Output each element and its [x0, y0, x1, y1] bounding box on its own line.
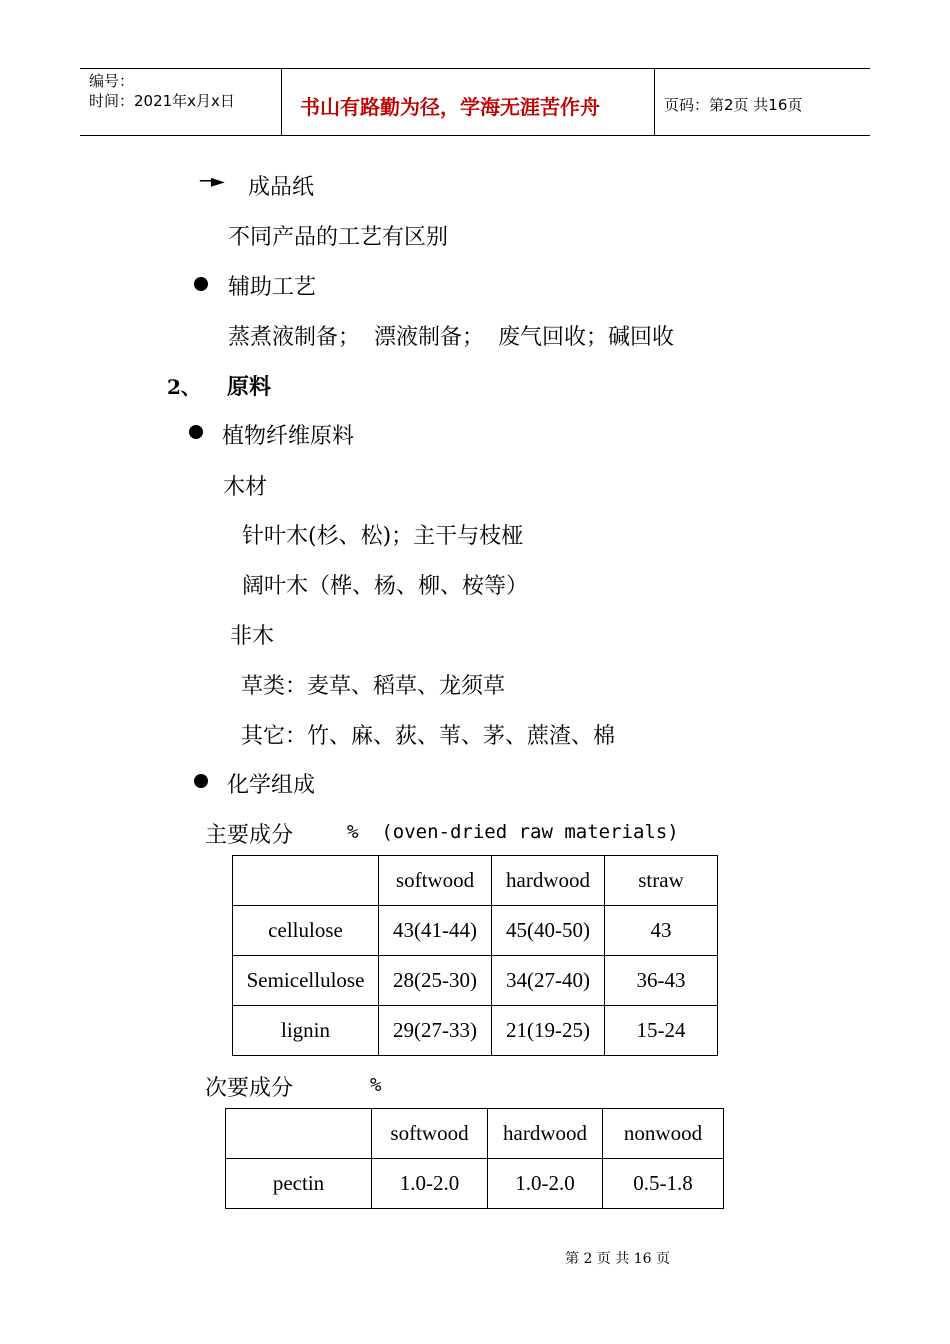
table-row: [233, 906, 718, 956]
table-header-cell: nonwood: [603, 1109, 724, 1159]
main-components-table: [232, 855, 718, 1056]
table-cell: 29(27-33): [379, 1006, 492, 1056]
header-time-label: 时间：2021年x月x日: [89, 92, 235, 110]
main-components-label: 主要成分: [205, 823, 294, 848]
table-row: [233, 1006, 718, 1056]
table-header-row: [233, 856, 718, 906]
arrow-item-text: 成品纸: [248, 175, 315, 200]
chem-heading: 化学组成: [227, 773, 316, 798]
table-header-cell: softwood: [372, 1109, 488, 1159]
bullet-icon: [189, 425, 203, 439]
softwood-line: 针叶木(杉、松)；主干与枝桠: [242, 524, 524, 549]
header-bottom-rule: [80, 135, 870, 136]
minor-components-label: 次要成分: [205, 1076, 294, 1101]
bullet-icon: [194, 774, 208, 788]
header-top-rule: [80, 68, 870, 69]
table-cell: 21(19-25): [492, 1006, 605, 1056]
table-header-row: [226, 1109, 724, 1159]
table-cell: cellulose: [233, 906, 379, 956]
arrow-icon: ─►: [200, 171, 225, 192]
process-note: 不同产品的工艺有区别: [228, 225, 449, 250]
table-row: [226, 1159, 724, 1209]
table-cell: 0.5-1.8: [603, 1159, 724, 1209]
table-row: [233, 956, 718, 1006]
table-cell: 28(25-30): [379, 956, 492, 1006]
minor-components-table: [225, 1108, 724, 1209]
page-footer: 第 2 页 共 16 页: [565, 1251, 670, 1267]
table-header-cell: softwood: [379, 856, 492, 906]
table-cell: 34(27-40): [492, 956, 605, 1006]
wood-heading: 木材: [223, 475, 268, 500]
header-page-info: 页码：第2页 共16页: [664, 96, 803, 114]
table-cell: lignin: [233, 1006, 379, 1056]
bullet-icon: [194, 277, 208, 291]
section-title: 原料: [227, 374, 272, 400]
table-header-cell: [226, 1109, 372, 1159]
table-cell: 45(40-50): [492, 906, 605, 956]
table-cell: 1.0-2.0: [372, 1159, 488, 1209]
header-divider-right: [654, 68, 655, 136]
table-header-cell: straw: [605, 856, 718, 906]
table-cell: 1.0-2.0: [488, 1159, 603, 1209]
table-cell: 15-24: [605, 1006, 718, 1056]
table-cell: 43(41-44): [379, 906, 492, 956]
nonwood-heading: 非木: [230, 624, 275, 649]
table-cell: Semicellulose: [233, 956, 379, 1006]
header-motto: 书山有路勤为径，学海无涯苦作舟: [300, 95, 600, 119]
main-components-unit: % (oven-dried raw materials): [347, 821, 679, 843]
minor-components-unit: %: [370, 1074, 382, 1096]
hardwood-line: 阔叶木（桦、杨、柳、桉等）: [242, 574, 529, 599]
table-cell: 43: [605, 906, 718, 956]
other-line: 其它：竹、麻、荻、苇、茅、蔗渣、棉: [241, 724, 616, 749]
aux-items: 蒸煮液制备； 漂液制备； 废气回收；碱回收: [228, 325, 674, 350]
header-divider-left: [281, 68, 282, 136]
table-cell: 36-43: [605, 956, 718, 1006]
section-number: 2、: [167, 375, 201, 399]
table-header-cell: hardwood: [492, 856, 605, 906]
aux-heading: 辅助工艺: [228, 275, 317, 300]
table-header-cell: hardwood: [488, 1109, 603, 1159]
header-number-label: 编号：: [89, 72, 135, 90]
table-header-cell: [233, 856, 379, 906]
grass-line: 草类：麦草、稻草、龙须草: [241, 674, 506, 699]
table-cell: pectin: [226, 1159, 372, 1209]
plant-heading: 植物纤维原料: [222, 424, 355, 449]
